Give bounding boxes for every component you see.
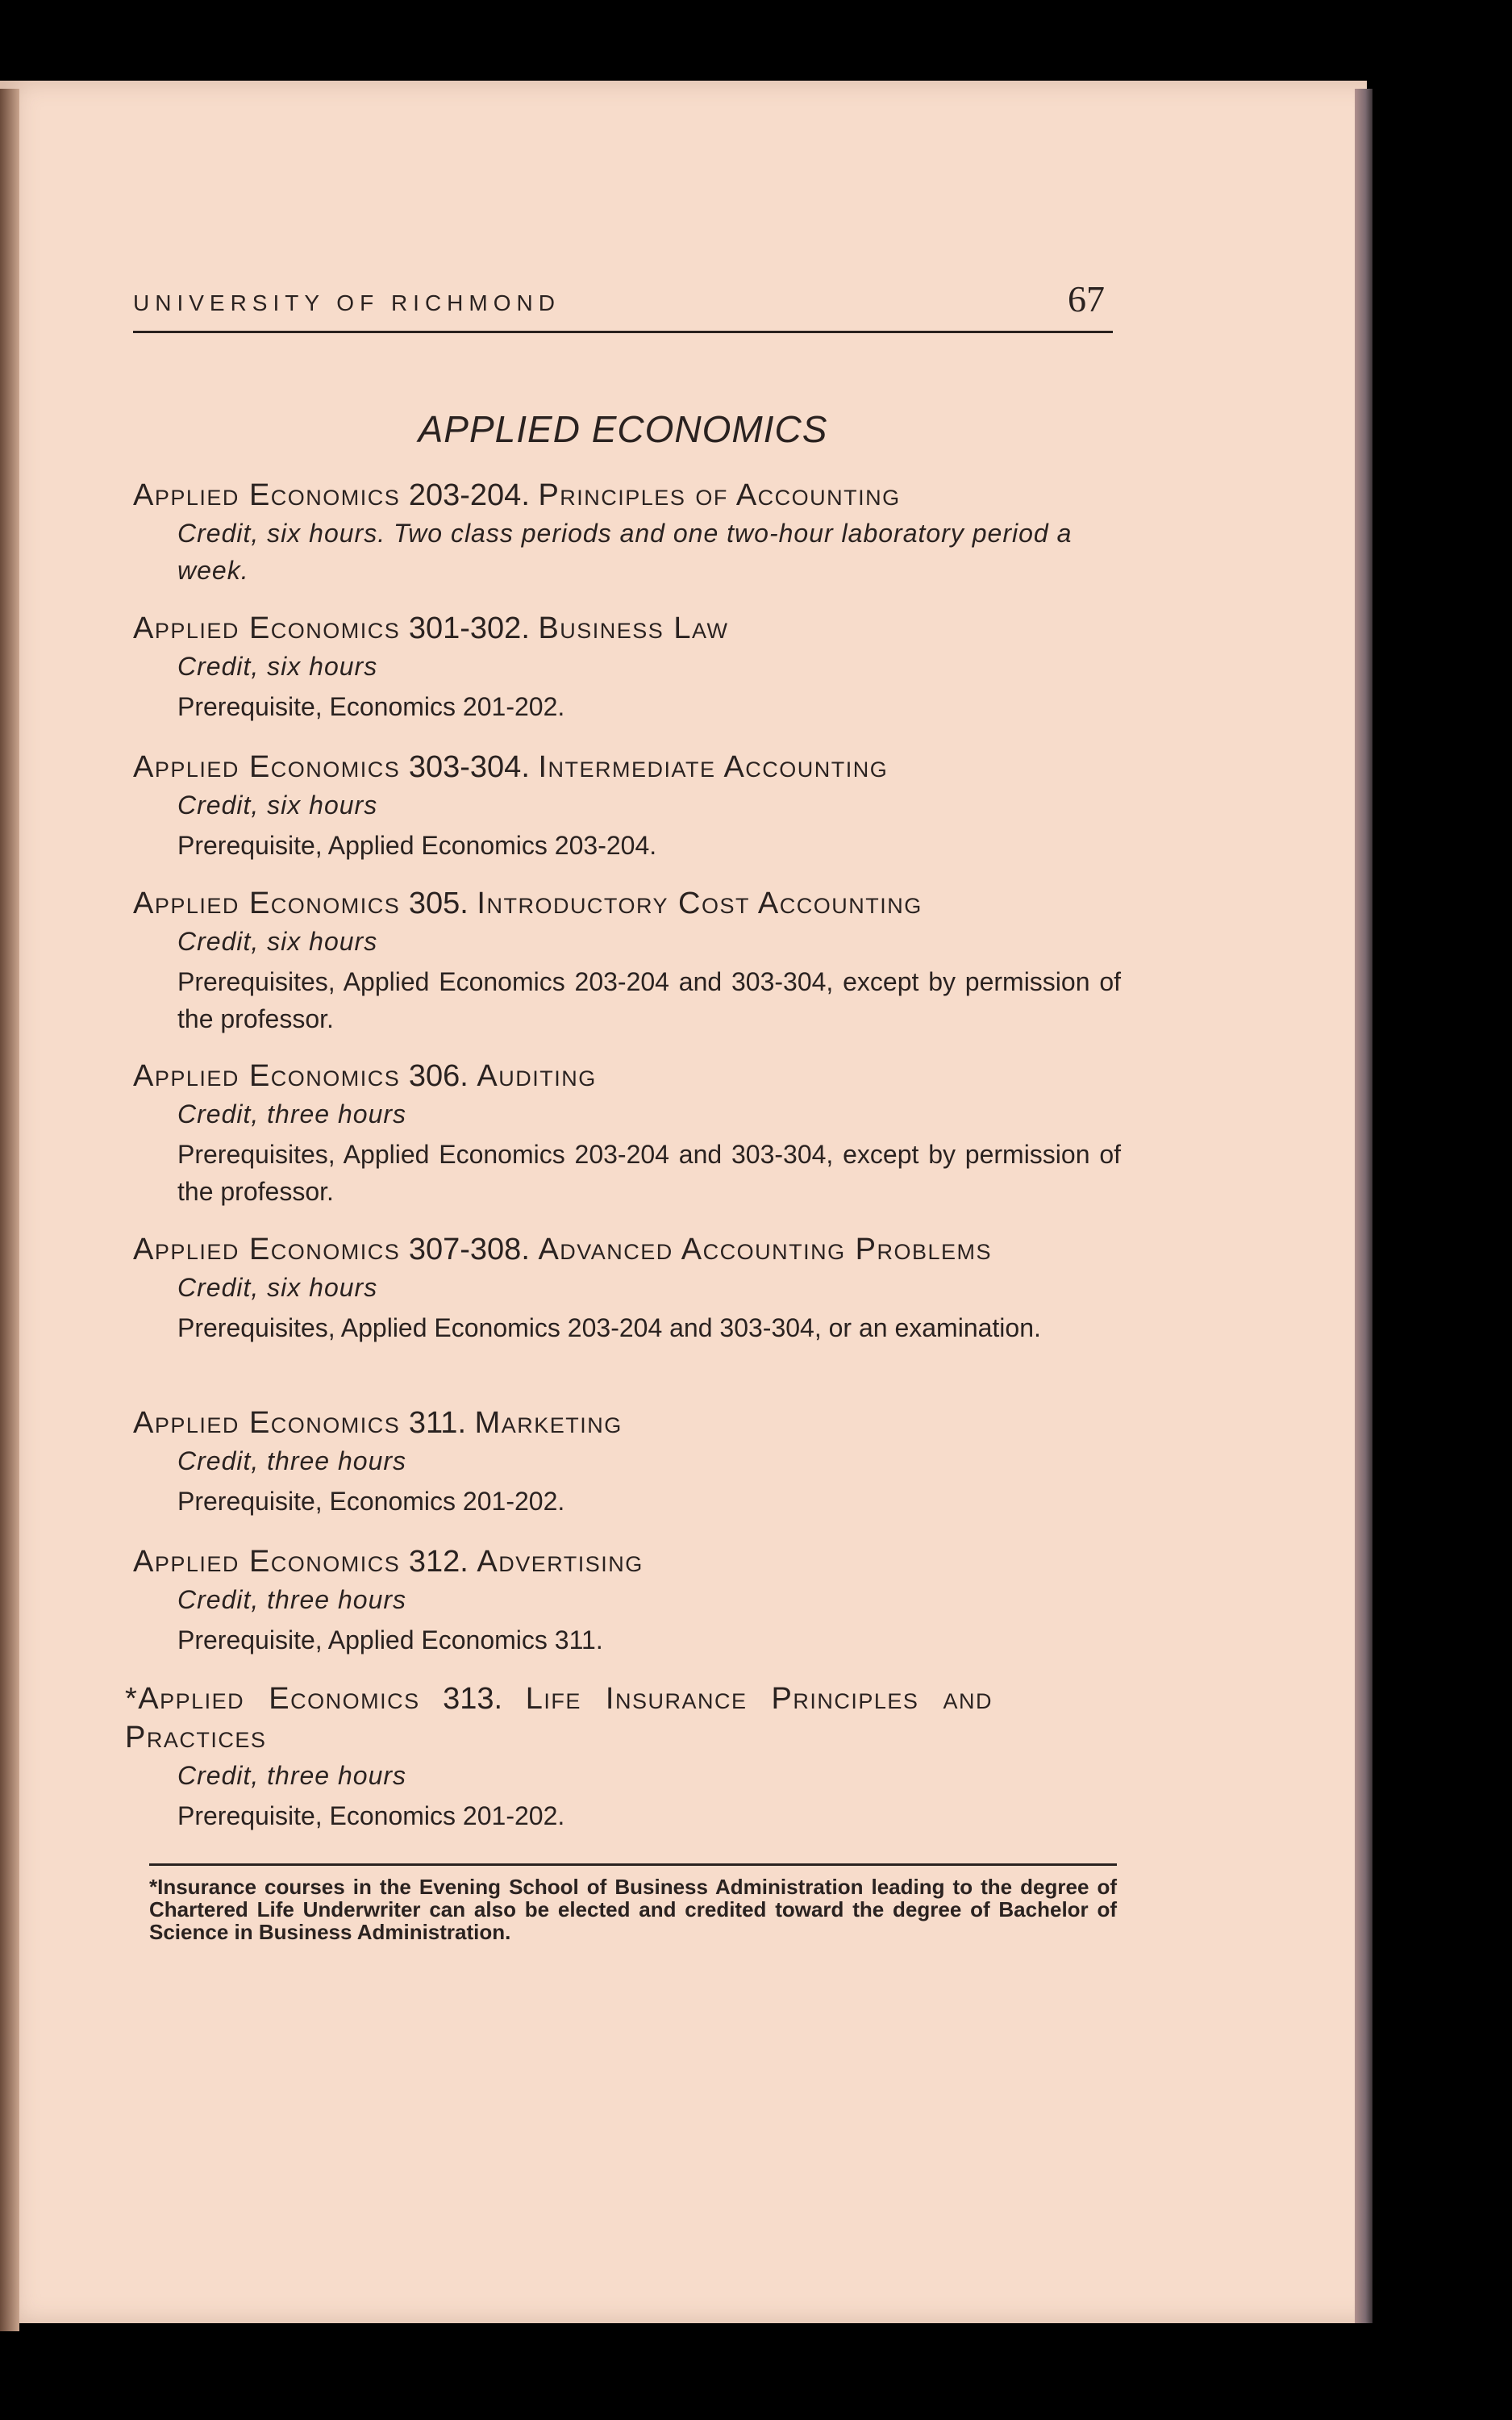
course-heading: Applied Economics 307-308. Advanced Accounting Problems <box>133 1233 993 1266</box>
course-prerequisite: Prerequisite, Economics 201-202. <box>177 1487 565 1516</box>
running-title: UNIVERSITY OF RICHMOND <box>133 290 560 315</box>
course-credit: Credit, three hours <box>177 1585 407 1614</box>
course-entry <box>133 748 1121 864</box>
course-entry <box>125 1679 1113 1834</box>
course-heading: *Applied Economics 313. Life Insurance Principles and Practices <box>125 1682 993 1754</box>
course-entry <box>133 609 1121 725</box>
course-prerequisite: Prerequisite, Applied Economics 311. <box>177 1625 603 1654</box>
course-credit: Credit, six hours <box>177 1273 378 1302</box>
course-heading: Applied Economics 303-304. Intermediate Accounting <box>133 750 889 784</box>
course-credit: Credit, six hours <box>177 791 378 820</box>
course-credit: Credit, three hours <box>177 1761 407 1790</box>
course-heading: Applied Economics 203-204. Principles of Accounting <box>133 478 901 512</box>
course-credit: Credit, three hours <box>177 1099 407 1129</box>
course-prerequisite: Prerequisites, Applied Economics 203-204 and 303-304, except by permission of the professor. <box>177 967 1121 1033</box>
footnote: *Insurance courses in the Evening School of Business Administration leading to the degree of Chartered Life Underwriter can also be elected and credited toward the degree of Bachelor of Science in Business Administration. <box>149 1875 1117 1944</box>
course-credit: Credit, three hours <box>177 1446 407 1475</box>
course-entry <box>133 1542 1121 1659</box>
course-heading: Applied Economics 301-302. Business Law <box>133 611 729 645</box>
course-heading: Applied Economics 311. Marketing <box>133 1406 623 1440</box>
course-prerequisite: Prerequisites, Applied Economics 203-204 and 303-304, except by permission of the professor. <box>177 1140 1121 1206</box>
course-prerequisite: Prerequisites, Applied Economics 203-204 and 303-304, or an examination. <box>177 1313 1041 1342</box>
course-credit: Credit, six hours. Two class periods and one two-hour laboratory period a week. <box>177 519 1073 585</box>
course-heading: Applied Economics 312. Advertising <box>133 1545 644 1579</box>
course-entry <box>133 1404 1121 1520</box>
running-header <box>133 274 1113 333</box>
footnote-rule <box>149 1863 1117 1866</box>
course-credit: Credit, six hours <box>177 652 378 681</box>
course-prerequisite: Prerequisite, Economics 201-202. <box>177 1801 565 1830</box>
course-prerequisite: Prerequisite, Applied Economics 203-204. <box>177 831 657 860</box>
section-title: APPLIED ECONOMICS <box>418 408 828 450</box>
course-entry <box>133 1230 1121 1346</box>
course-heading: Applied Economics 305. Introductory Cost Accounting <box>133 887 923 920</box>
page-number: 67 <box>1068 278 1105 319</box>
course-heading: Applied Economics 306. Auditing <box>133 1059 597 1093</box>
course-entry <box>133 884 1121 1037</box>
course-credit: Credit, six hours <box>177 927 378 956</box>
course-prerequisite: Prerequisite, Economics 201-202. <box>177 692 565 721</box>
course-entry <box>133 476 1121 589</box>
course-entry <box>133 1057 1121 1210</box>
